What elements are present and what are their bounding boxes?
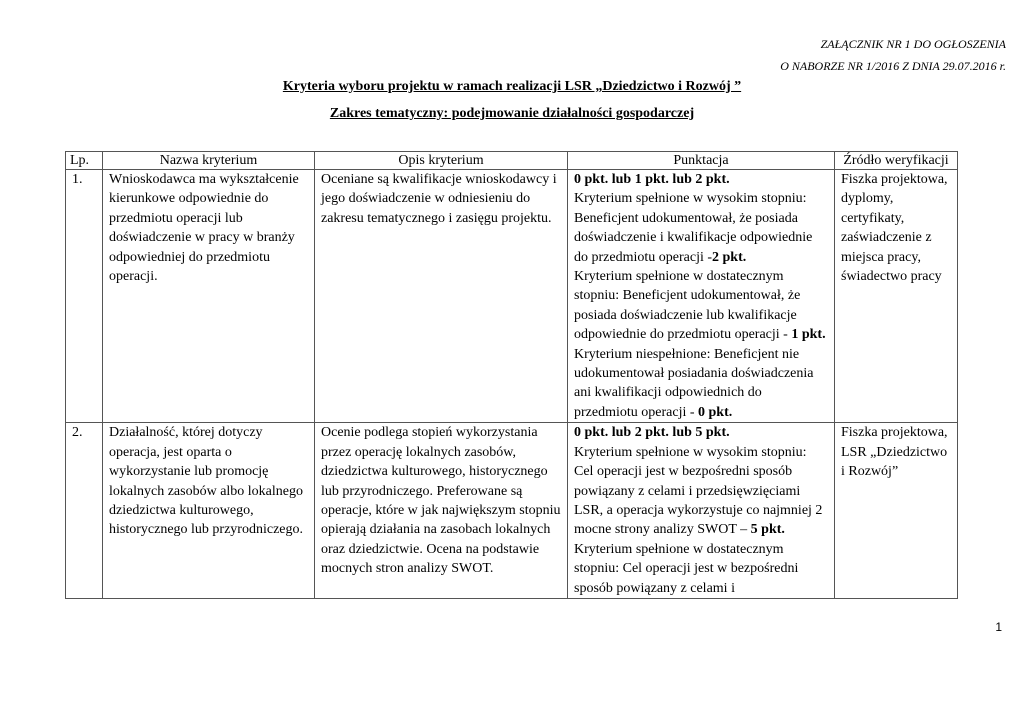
scoring-high: Kryterium spełnione w wysokim stopniu: Beneficjent udokumentował, że posiada doświadczenie i kwalifikacje odpowiednie do przedmiotu operacji - [574, 191, 813, 265]
scoring-medium: Kryterium spełnione w dostatecznym stopniu: Beneficjent udokumentował, że posiada doświadczenie lub kwalifikacje odpowiednie do przedmiotu operacji - [574, 269, 801, 343]
scoring-medium-points: 1 pkt. [791, 327, 826, 343]
cell-criterion-description: Oceniane są kwalifikacje wnioskodawcy i jego doświadczenie w odniesieniu do zakresu tematycznego i zasięgu projektu. [315, 170, 568, 423]
column-header-name: Nazwa kryterium [103, 152, 315, 170]
scoring-none: Kryterium niespełnione: Beneficjent nie udokumentował posiadania doświadczenia ani kwalifikacji odpowiednich do przedmiotu operacji - [574, 346, 814, 420]
cell-scoring [568, 423, 835, 599]
scoring-range: 0 pkt. lub 1 pkt. lub 2 pkt. [574, 172, 730, 187]
attachment-number: ZAŁĄCZNIK NR 1 DO OGŁOSZENIA [820, 37, 1006, 51]
cell-criterion-name: Wnioskodawca ma wykształcenie kierunkowe odpowiednie do przedmiotu operacji lub doświadczenie w pracy w branży odpowiedniej do przedmiotu operacji. [103, 170, 315, 423]
column-header-lp: Lp. [66, 152, 103, 170]
scoring-none-points: 0 pkt. [698, 404, 733, 420]
scoring-high-points: 5 pkt. [750, 522, 785, 538]
cell-lp: 2. [66, 423, 103, 599]
cell-lp: 1. [66, 170, 103, 423]
scoring-high: Kryterium spełnione w wysokim stopniu: Cel operacji jest w bezpośredni sposób powiązany z celami i przedsięwzięciami LSR, a operacja wykorzystuje co najmniej 2 mocne strony analizy SWOT – [574, 444, 823, 538]
column-header-scoring: Punktacja [568, 152, 835, 170]
table-row [66, 170, 958, 423]
cell-verification-source: Fiszka projektowa, dyplomy, certyfikaty, zaświadczenie z miejsca pracy, świadectwo pracy [835, 170, 958, 423]
document-subtitle: Zakres tematyczny: podejmowanie działalności gospodarczej [329, 106, 695, 121]
scoring-high-points: 2 pkt. [712, 249, 747, 265]
column-header-source: Źródło weryfikacji [835, 152, 958, 170]
column-header-description: Opis kryterium [315, 152, 568, 170]
criteria-table [65, 151, 958, 599]
page-number: 1 [995, 620, 1002, 634]
cell-verification-source: Fiszka projektowa, LSR „Dziedzictwo i Rozwój” [835, 423, 958, 599]
table-header-row [66, 152, 958, 170]
attachment-announcement: O NABORZE NR 1/2016 Z DNIA 29.07.2016 r. [780, 59, 1006, 73]
document-title: Kryteria wyboru projektu w ramach realizacji LSR „Dziedzictwo i Rozwój ” [282, 79, 742, 94]
scoring-medium: Kryterium spełnione w dostatecznym stopniu: Cel operacji jest w bezpośredni sposób powiązany z celami i [574, 541, 799, 596]
cell-criterion-name: Działalność, której dotyczy operacja, jest oparta o wykorzystanie lub promocję lokalnych zasobów albo lokalnego dziedzictwa kulturowego, historycznego lub przyrodniczego. [103, 423, 315, 599]
table-row [66, 423, 958, 599]
cell-criterion-description: Ocenie podlega stopień wykorzystania przez operację lokalnych zasobów, dziedzictwa kulturowego, historycznego lub przyrodniczego. Preferowane są operacje, które w jak największym stopniu opierają działania na zasobach lokalnych oraz dziedzictwie. Ocena na podstawie mocnych stron analizy SWOT. [315, 423, 568, 599]
scoring-range: 0 pkt. lub 2 pkt. lub 5 pkt. [574, 425, 730, 441]
cell-scoring [568, 170, 835, 423]
